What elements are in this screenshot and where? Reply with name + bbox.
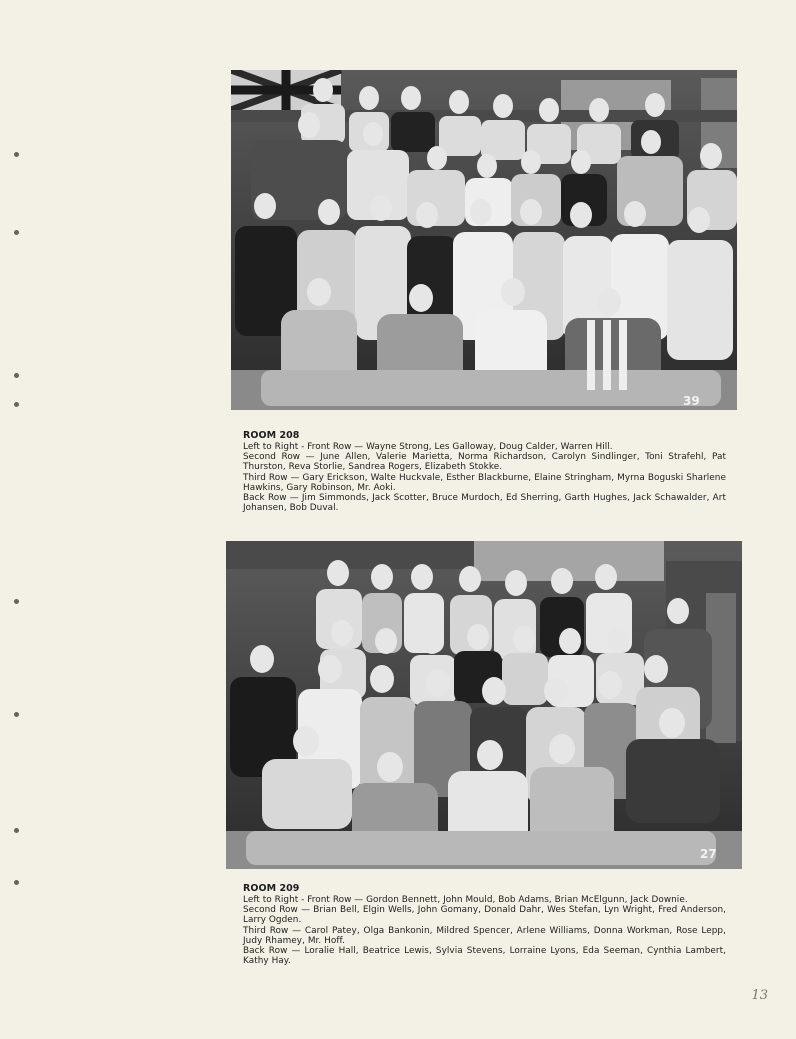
binder-hole bbox=[14, 152, 19, 157]
photo-number: 39 bbox=[683, 394, 700, 408]
binder-hole bbox=[14, 880, 19, 885]
binder-hole bbox=[14, 599, 19, 604]
caption-second-row: Second Row — June Allen, Valerie Marietta, Norma Richardson, Carolyn Sindlinger, Toni Strafehl, Pat Thurston, Reva Storlie, Sandrea Rogers, Elizabeth Stokke. bbox=[243, 452, 726, 473]
binder-hole bbox=[14, 402, 19, 407]
photo-number: 27 bbox=[700, 847, 717, 861]
caption-back-row: Back Row — Loralie Hall, Beatrice Lewis, Sylvia Stevens, Lorraine Lyons, Eda Seeman, Cynthia Lambert, Kathy Hay. bbox=[243, 946, 726, 967]
caption-front-row: Left to Right - Front Row — Gordon Bennett, John Mould, Bob Adams, Brian McElgunn, Jack Downie. bbox=[243, 895, 688, 905]
class-photo-image bbox=[231, 70, 737, 410]
caption-back-row: Back Row — Jim Simmonds, Jack Scotter, Bruce Murdoch, Ed Sherring, Garth Hughes, Jack Schawalder, Art Johansen, Bob Duval. bbox=[243, 493, 726, 514]
binder-hole bbox=[14, 230, 19, 235]
class-photo-room-208 bbox=[231, 70, 737, 410]
binder-hole bbox=[14, 712, 19, 717]
caption-third-row: Third Row — Gary Erickson, Walte Huckvale, Esther Blackburne, Elaine Stringham, Myrna Boguski Sharlene Hawkins, Gary Robinson, Mr. Aoki. bbox=[243, 472, 726, 493]
photo-caption-room-209 bbox=[243, 883, 726, 966]
room-title: ROOM 209 bbox=[243, 883, 300, 894]
caption-front-row: Left to Right - Front Row — Wayne Strong, Les Galloway, Doug Calder, Warren Hill. bbox=[243, 442, 613, 452]
room-title: ROOM 208 bbox=[243, 430, 300, 441]
caption-second-row: Second Row — Brian Bell, Elgin Wells, John Gomany, Donald Dahr, Wes Stefan, Lyn Wright, Fred Anderson, Larry Ogden. bbox=[243, 905, 726, 926]
binder-hole bbox=[14, 828, 19, 833]
class-photo-image bbox=[226, 541, 742, 869]
page-number: 13 bbox=[751, 988, 768, 1003]
class-photo-room-209 bbox=[226, 541, 742, 869]
caption-third-row: Third Row — Carol Patey, Olga Bankonin, Mildred Spencer, Arlene Williams, Donna Workman, Rose Lepp, Judy Rhamey, Mr. Hoff. bbox=[243, 925, 726, 946]
binder-hole bbox=[14, 373, 19, 378]
photo-caption-room-208 bbox=[243, 430, 726, 513]
